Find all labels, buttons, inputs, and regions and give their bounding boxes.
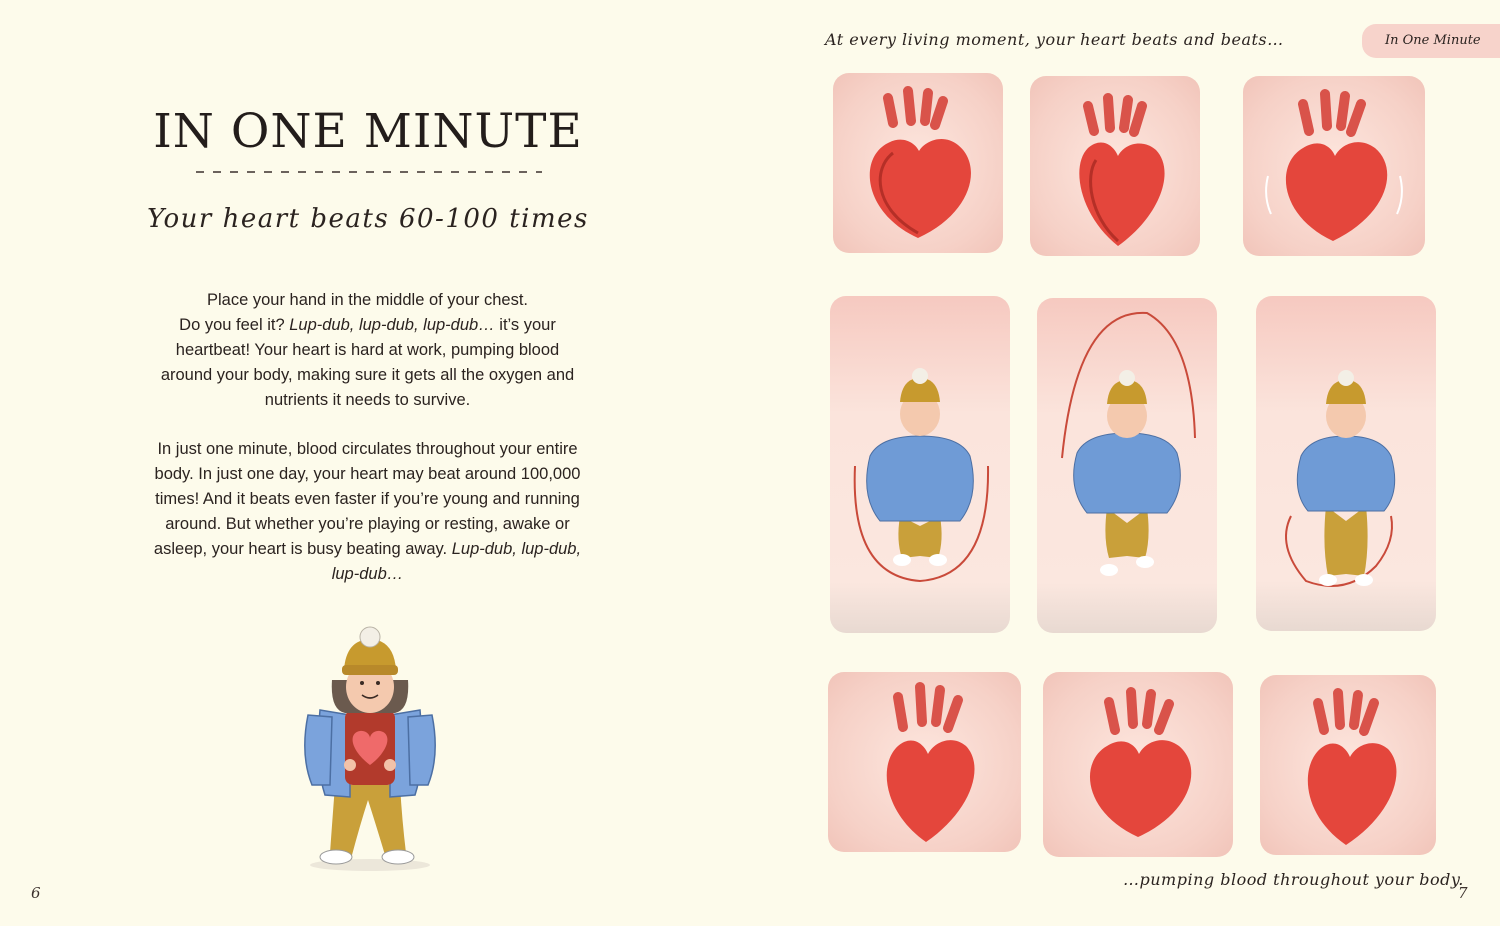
heart-panel xyxy=(1043,672,1233,857)
jump-rope-child-illustration xyxy=(1037,298,1217,633)
lup-dub-italic: Lup-dub, lup-dub, lup-dub… xyxy=(289,316,495,334)
heart-panel xyxy=(828,672,1021,852)
heart-icon xyxy=(1043,672,1233,857)
jump-rope-child-illustration xyxy=(830,296,1010,633)
body-paragraph-1 xyxy=(150,288,585,413)
child-with-heart-illustration xyxy=(290,625,450,875)
jumping-child-panel xyxy=(1037,298,1217,633)
heart-panel xyxy=(1030,76,1200,256)
heart-icon xyxy=(833,73,1003,253)
heart-icon xyxy=(1243,76,1425,256)
heart-icon xyxy=(828,672,1021,852)
page-number-right: 7 xyxy=(1458,884,1468,902)
paragraph-1-line-1: Place your hand in the middle of your chest. xyxy=(206,291,529,309)
body-paragraph-2 xyxy=(150,437,585,587)
dashed-rule xyxy=(194,167,544,177)
section-tab: In One Minute xyxy=(1362,24,1500,58)
paragraph-1-rest: heartbeat! Your heart is hard at work, pumping blood around your body, making sure it gets all the oxygen and nutrients it needs to survive. xyxy=(160,341,575,409)
heart-panel xyxy=(1260,675,1436,855)
lup-dub-italic-end: Lup-dub, lup-dub, lup-dub… xyxy=(331,540,582,583)
right-page xyxy=(750,0,1500,926)
bottom-caption: …pumping blood throughout your body. xyxy=(1123,870,1464,889)
paragraph-2-text: In just one minute, blood circulates throughout your entire body. In just one day, your heart may beat around 100,000 times! And it beats even faster if you’re young and running around. But whether you’re playing or resting, awake or asleep, your heart is busy beating away. xyxy=(153,440,581,558)
jumping-child-panel xyxy=(830,296,1010,633)
heart-icon xyxy=(1260,675,1436,855)
jump-rope-child-illustration xyxy=(1256,296,1436,631)
running-head: At every living moment, your heart beats and beats… xyxy=(825,30,1284,49)
page-number-left: 6 xyxy=(31,884,41,902)
page-title: IN ONE MINUTE xyxy=(153,104,583,159)
paragraph-1-line-2-start: Do you feel it? xyxy=(179,316,290,334)
jumping-child-panel xyxy=(1256,296,1436,631)
page-subtitle: Your heart beats 60-100 times xyxy=(147,204,589,234)
heart-panel xyxy=(1243,76,1425,256)
paragraph-1-line-2-end: it’s your xyxy=(494,316,556,334)
heart-panel xyxy=(833,73,1003,253)
heart-icon xyxy=(1030,76,1200,256)
